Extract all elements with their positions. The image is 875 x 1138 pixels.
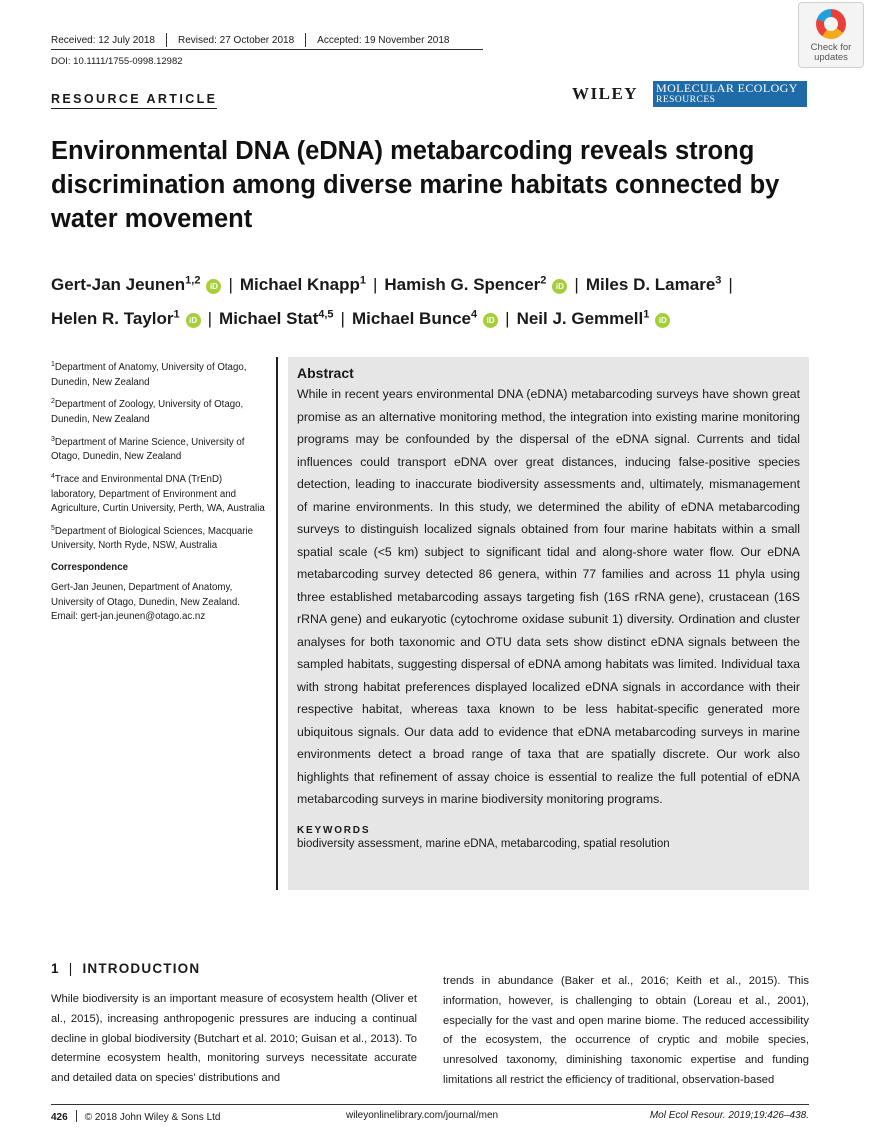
received-date: Received: 12 July 2018 [51, 34, 155, 46]
author-name: Helen R. Taylor [51, 309, 174, 329]
affiliation-number: 3 [51, 435, 55, 443]
abstract-heading: Abstract [297, 365, 354, 381]
author-name: Michael Stat [219, 309, 319, 329]
author-affil: 1,2 [185, 274, 201, 286]
section-title: INTRODUCTION [82, 961, 201, 976]
author-affil: 1 [173, 308, 180, 321]
author-separator: | [728, 274, 733, 294]
author-name: Hamish G. Spencer [384, 274, 541, 294]
author-affil: 1 [643, 308, 650, 321]
author-affil: 2 [540, 274, 547, 286]
affiliation-number: 2 [51, 398, 55, 406]
body-column-right: trends in abundance (Baker et al., 2016; Keith et al., 2015). This information, however, is challenging to obtain (Loreau et al., 2001), especially for the vast and open marine biome. The reduced accessibility of the ecosystem, the occurrence of cryptic and mobile species, unresolved taxonomy, diminishing taxonomic expertise and funding limitations all restrict the efficiency of traditional, observation-based [443, 975, 809, 1086]
divider [166, 33, 167, 47]
abstract-rule [276, 357, 278, 890]
affiliation-text: Department of Biological Sciences, Macquarie University, North Ryde, NSW, Australia [51, 525, 254, 552]
crossmark-icon [816, 9, 846, 39]
publisher-logo: WILEY [572, 84, 639, 103]
author [384, 275, 567, 294]
affiliation [51, 358, 269, 390]
header-rule [51, 49, 483, 50]
journal-logo-line1: MOLECULAR ECOLOGY [656, 81, 798, 95]
footer-rule [51, 1104, 809, 1105]
journal-logo-line2: RESOURCES [656, 95, 716, 105]
copyright: © 2018 John Wiley & Sons Ltd [84, 1112, 221, 1123]
journal-logo [653, 81, 807, 107]
affiliation [51, 395, 269, 427]
author [517, 309, 671, 328]
doi[interactable]: DOI: 10.1111/1755-0998.12982 [51, 56, 183, 67]
author-separator: | [574, 274, 579, 294]
correspondence-text: Gert-Jan Jeunen, Department of Anatomy, University of Otago, Dunedin, New Zealand. Email: gert-jan.jeunen@otago.ac.nz [51, 582, 241, 622]
author-separator: | [207, 309, 213, 329]
divider [305, 33, 306, 47]
page-number: 426 [51, 1112, 68, 1123]
journal-url[interactable]: wileyonlinelibrary.com/journal/men [346, 1110, 499, 1121]
correspondence-heading: Correspondence [51, 562, 128, 574]
orcid-icon[interactable]: iD [552, 279, 567, 294]
affiliations [51, 358, 269, 630]
article-type: RESOURCE ARTICLE [51, 92, 217, 109]
author-affil: 4,5 [318, 308, 334, 321]
author [240, 275, 366, 294]
orcid-icon[interactable]: iD [186, 313, 201, 328]
accepted-date: Accepted: 19 November 2018 [317, 34, 450, 46]
article-dates [51, 33, 449, 47]
citation: Mol Ecol Resour. 2019;19:426–438. [649, 1110, 809, 1121]
abstract-text: While in recent years environmental DNA (eDNA) metabarcoding surveys have shown great promise as an alternative monitoring method, the integration into existing marine monitoring programs may be confounded by the dispersal of the eDNA signal. Currents and tidal influences could transport eDNA over great distances, inducing false-positive species detection, leading to inaccurate biodiversity assessments and, ultimately, mismanagement of marine environments. In this study, we determined the ability of eDNA metabarcoding surveys to distinguish localized signals obtained from four marine habitats within a small spatial scale (<5 km) subject to significant tidal and along-shore water flow. Our eDNA metabarcoding survey detected 86 genera, within 77 families and across 11 phyla using three established metabarcoding assays targeting fish (16S rRNA gene), crustacean (16S rRNA gene) and eukaryotic (cytochrome oxidase subunit 1) diversity. Ordination and cluster analyses for both taxonomic and OTU data sets show distinct eDNA signals between the sampled habitats, suggesting dispersal of eDNA among habitats was limited. Individual taxa with strong habitat preferences displayed localized eDNA signals in accordance with their respective habitat, whereas taxa known to be less habitat-specific generated more ubiquitous signals. Our data add to evidence that eDNA metabarcoding surveys in marine environments detect a broad range of taxa that are spatially discrete. Our work also highlights that refinement of assay choice is essential to realize the full potential of eDNA metabarcoding surveys in marine biodiversity monitoring programs. [297, 387, 800, 806]
author-separator: | [505, 309, 510, 329]
section-number: 1 [51, 961, 60, 976]
affiliation [51, 433, 269, 465]
affiliation [51, 470, 269, 516]
author [51, 275, 221, 294]
body-column-left: While biodiversity is an important measure of ecosystem health (Oliver et al., 2015), increasing anthropogenic pressures are inducing a continual decline in global biodiversity (Butchart et al. 2010; Guisan et al., 2013). To determine ecosystem health, monitoring surveys necessitate accurate and detailed data on species' distributions and [51, 993, 417, 1085]
affiliation-text: Department of Anatomy, University of Otago, Dunedin, New Zealand [51, 362, 247, 388]
author-separator: | [340, 309, 345, 329]
author [352, 309, 498, 328]
author-affil: 4 [471, 308, 478, 321]
affiliation-number: 4 [51, 472, 55, 480]
orcid-icon[interactable]: iD [483, 313, 498, 328]
orcid-icon[interactable]: iD [655, 313, 670, 328]
author-affil: 1 [359, 274, 366, 286]
author-name: Michael Bunce [351, 309, 472, 329]
footer-left [51, 1110, 220, 1123]
author-list [51, 265, 821, 334]
section-separator: | [68, 961, 74, 976]
check-for-updates-label: Check for updates [810, 42, 852, 63]
orcid-icon[interactable]: iD [206, 279, 221, 294]
affiliation-text: Trace and Environmental DNA (TrEnD) laboratory, Department of Environment and Agriculture, Curtin University, Perth, WA, Australia [51, 474, 265, 514]
author [219, 309, 334, 328]
author-name: Neil J. Gemmell [516, 309, 644, 329]
abstract-box [288, 357, 809, 890]
affiliation-number: 1 [51, 361, 55, 368]
check-for-updates-button[interactable] [798, 2, 864, 68]
footer-divider [76, 1110, 77, 1122]
affiliation-number: 5 [51, 524, 55, 532]
author-separator: | [372, 274, 378, 294]
author [51, 309, 201, 328]
author-separator: | [228, 274, 233, 294]
author-name: Gert-Jan Jeunen [51, 274, 186, 294]
author-name: Michael Knapp [239, 274, 360, 294]
author-affil: 3 [715, 274, 722, 286]
author [586, 275, 722, 294]
article-title: Environmental DNA (eDNA) metabarcoding reveals strong discrimination among diverse marine habitats connected by water movement [51, 137, 780, 233]
section-heading [51, 961, 200, 976]
affiliation-text: Department of Marine Science, University of Otago, Dunedin, New Zealand [51, 436, 245, 463]
keywords-text: biodiversity assessment, marine eDNA, metabarcoding, spatial resolution [297, 837, 670, 850]
affiliation [51, 522, 269, 554]
affiliation-text: Department of Zoology, University of Otago, Dunedin, New Zealand [51, 399, 244, 425]
keywords-heading: KEYWORDS [297, 824, 371, 836]
author-name: Miles D. Lamare [585, 274, 716, 294]
revised-date: Revised: 27 October 2018 [177, 34, 295, 46]
